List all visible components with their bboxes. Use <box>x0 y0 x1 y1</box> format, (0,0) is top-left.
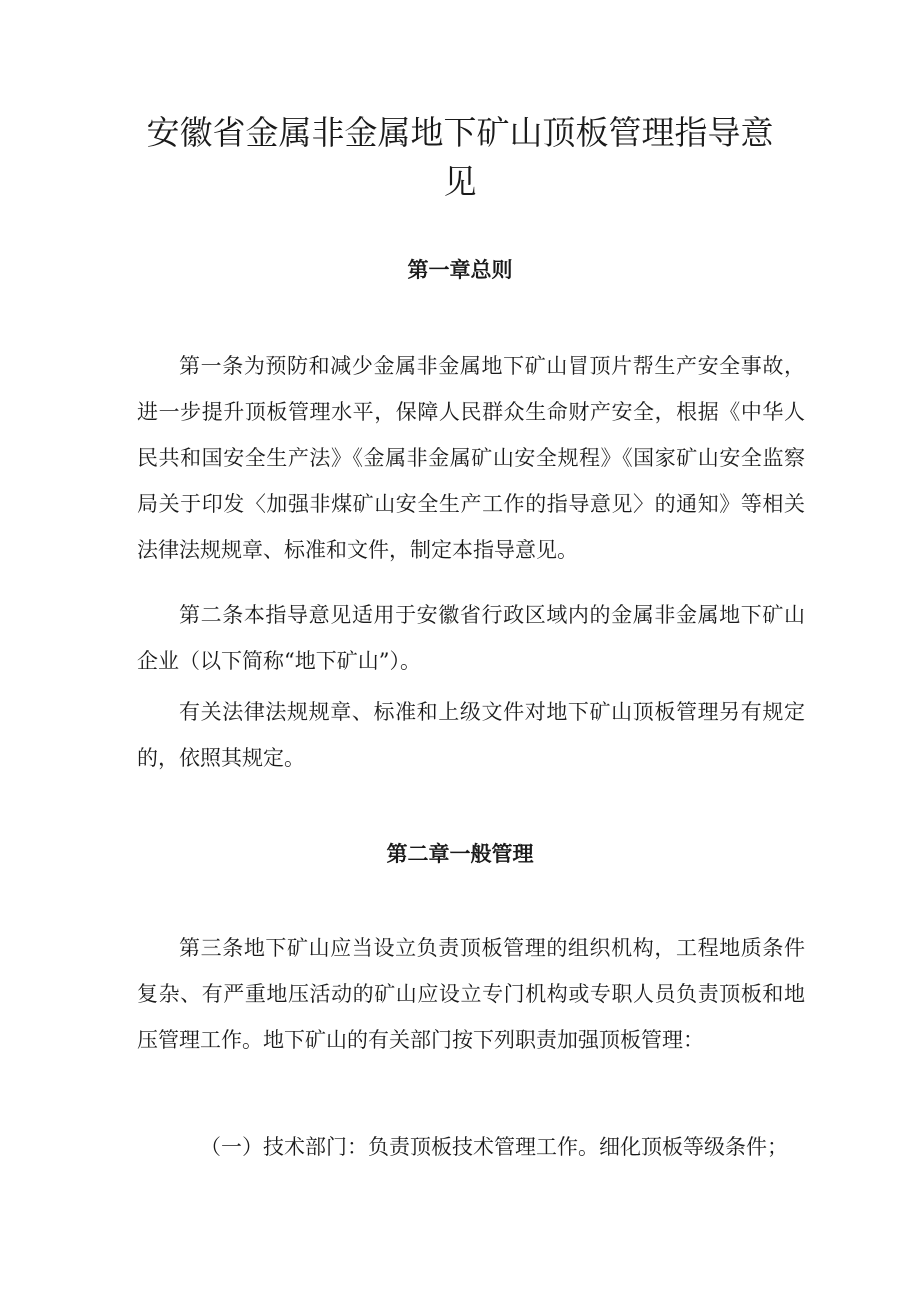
article-1-paragraph: 第一条为预防和减少金属非金属地下矿山冒顶片帮生产安全事故，进一步提升顶板管理水平，保障人民群众生命财产安全，根据《中华人民共和国安全生产法》《金属非金属矿山安全规程》《国家矿山安全监察局关于印发〈加强非煤矿山安全生产工作的指导意见〉的通知》等相关法律法规规章、标准和文件，制定本指导意见。 <box>137 354 805 562</box>
document-title: 安徽省金属非金属地下矿山顶板管理指导意见 <box>146 113 774 201</box>
chapter-heading-1: 第一章总则 <box>407 257 513 282</box>
article-3-item-1: （一）技术部门：负责顶板技术管理工作。细化顶板等级条件； <box>200 1135 788 1159</box>
article-3-paragraph: 第三条地下矿山应当设立负责顶板管理的组织机构，工程地质条件复杂、有严重地压活动的矿山应设立专门机构或专职人员负责顶板和地压管理工作。地下矿山的有关部门按下列职责加强顶板管理： <box>137 936 805 1052</box>
article-2-paragraph: 第二条本指导意见适用于安徽省行政区域内的金属非金属地下矿山企业（以下简称“地下矿山”）。 <box>137 603 805 673</box>
chapter-heading-2: 第二章一般管理 <box>386 841 534 866</box>
article-2-supplement-paragraph: 有关法律法规规章、标准和上级文件对地下矿山顶板管理另有规定的，依照其规定。 <box>137 700 805 770</box>
